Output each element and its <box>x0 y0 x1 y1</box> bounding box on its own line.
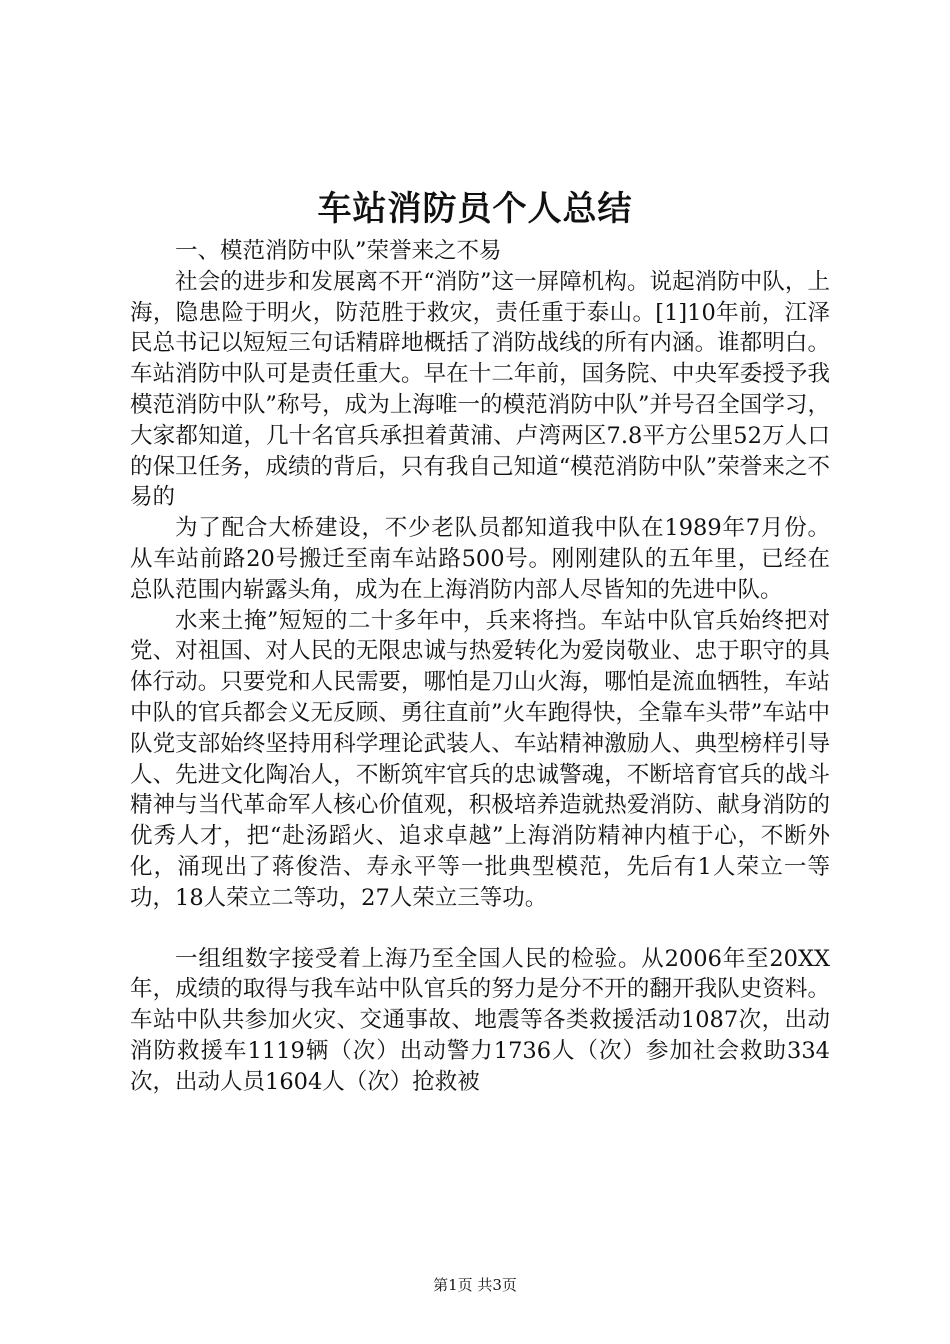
body-paragraph: 一组组数字接受着上海乃至全国人民的检验。从2006年至20XX年，成绩的取得与我车站中队官兵的努力是分不开的翻开我队史资料。车站中队共参加火灾、交通事故、地震等各类救援活动1087次，出动消防救援车1119辆（次）出动警力1736人（次）参加社会救助334次，出动人员1604人（次）抢救被 <box>130 945 830 1095</box>
page-number-footer: 第1页 共3页 <box>433 1276 517 1294</box>
section-heading: 一、模范消防中队”荣誉来之不易 <box>175 238 502 264</box>
document-body <box>130 236 830 1098</box>
document-title: 车站消防员个人总结 <box>317 189 633 229</box>
body-paragraph: 水来土掩”短短的二十多年中，兵来将挡。车站中队官兵始终把对党、对祖国、对人民的无限忠诚与热爱转化为爱岗敬业、忠于职守的具体行动。只要党和人民需要，哪怕是刀山火海，哪怕是流血牺牲，车站中队的官兵都会义无反顾、勇往直前”火车跑得快，全靠车头带”车站中队党支部始终坚持用科学理论武装人、车站精神激励人、典型榜样引导人、先进文化陶冶人，不断筑牢官兵的忠诚警魂，不断培育官兵的战斗精神与当代革命军人核心价值观，积极培养造就热爱消防、献身消防的优秀人才，把“赴汤蹈火、追求卓越”上海消防精神内植于心，不断外化，涌现出了蒋俊浩、寿永平等一批典型模范，先后有1人荣立一等功，18人荣立二等功，27人荣立三等功。 <box>130 607 830 911</box>
body-paragraph: 社会的进步和发展离不开“消防”这一屏障机构。说起消防中队，上海，隐患险于明火，防范胜于救灾，责任重于泰山。[1]10年前，江泽民总书记以短短三句话精辟地概括了消防战线的所有内涵。谁都明白。车站消防中队可是责任重大。早在十二年前，国务院、中央军委授予我模范消防中队”称号，成为上海唯一的模范消防中队”并号召全国学习，大家都知道，几十名官兵承担着黄浦、卢湾两区7.8平方公里52万人口的保卫任务，成绩的背后，只有我自己知道“模范消防中队”荣誉来之不易的 <box>130 268 830 511</box>
body-paragraph: 为了配合大桥建设，不少老队员都知道我中队在1989年7月份。从车站前路20号搬迁至南车站路500号。刚刚建队的五年里，已经在总队范围内崭露头角，成为在上海消防内部人尽皆知的先进中队。 <box>130 515 830 603</box>
